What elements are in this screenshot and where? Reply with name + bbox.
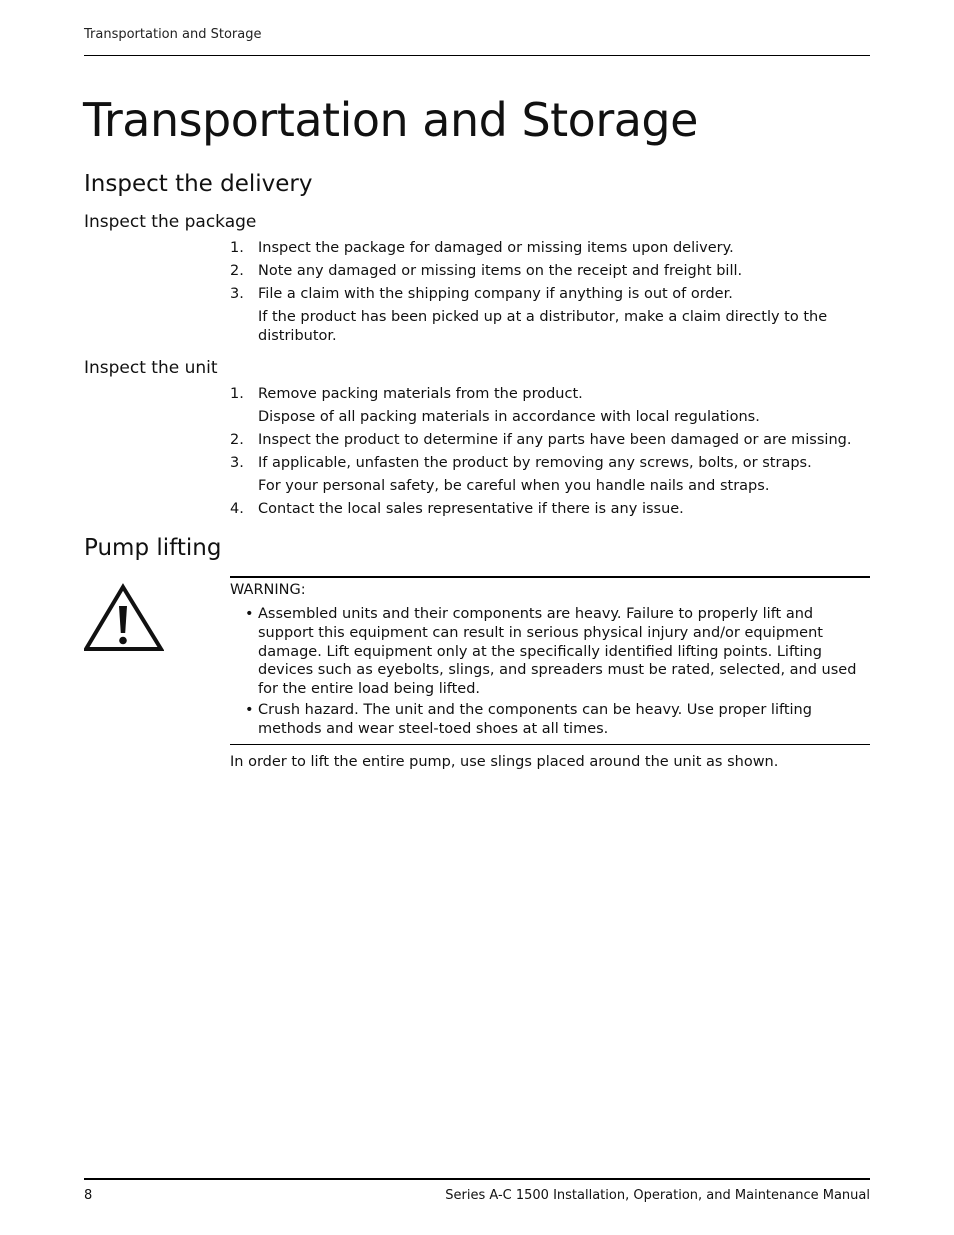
step-text: Note any damaged or missing items on the receipt and freight bill. (258, 263, 743, 279)
step-number: 2. (230, 263, 244, 279)
unit-steps-list (230, 385, 870, 519)
list-item (230, 605, 870, 699)
step-number: 3. (230, 455, 244, 471)
bullet-glyph: • (245, 606, 254, 622)
body-paragraph: In order to lift the entire pump, use slings placed around the unit as shown. (230, 754, 779, 770)
list-item (230, 239, 870, 258)
page-title: Transportation and Storage (83, 93, 698, 147)
warning-text: Assembled units and their components are heavy. Failure to properly lift and support this equipment can result in serious physical injury and/or equipment damage. Lift equipment only at the specifically identified lifting points. Lifting devices such as eyebolts, slings, and spreaders must be rated, selected, and used for the entire load being lifted. (258, 606, 857, 698)
step-note: Dispose of all packing materials in accordance with local regulations. (258, 409, 760, 425)
step-note: If the product has been picked up at a distributor, make a claim directly to the distributor. (258, 309, 828, 344)
step-text: Inspect the product to determine if any parts have been damaged or are missing. (258, 432, 852, 448)
subheading-inspect-package: Inspect the package (84, 212, 257, 232)
package-steps-list (230, 239, 870, 346)
warning-bottom-rule (230, 744, 870, 745)
list-item (230, 431, 870, 450)
step-note: For your personal safety, be careful when you handle nails and straps. (258, 478, 770, 494)
step-number: 3. (230, 286, 244, 302)
step-text: File a claim with the shipping company if anything is out of order. (258, 286, 733, 302)
list-item (230, 385, 870, 404)
step-text: Inspect the package for damaged or missing items upon delivery. (258, 240, 734, 256)
list-item (230, 500, 870, 519)
warning-top-rule (230, 576, 870, 578)
header-rule (84, 55, 870, 56)
subheading-inspect-unit: Inspect the unit (84, 358, 218, 378)
step-text: Contact the local sales representative if there is any issue. (258, 501, 684, 517)
warning-triangle-icon (84, 583, 164, 653)
list-item (230, 285, 870, 304)
bullet-glyph: • (245, 701, 254, 718)
step-text: Remove packing materials from the product. (258, 386, 583, 402)
list-item (230, 454, 870, 473)
warning-text: Crush hazard. The unit and the components can be heavy. Use proper lifting methods and wear steel-toed shoes at all times. (258, 701, 812, 737)
list-item (230, 262, 870, 281)
list-item (230, 701, 870, 739)
warning-label: WARNING: (230, 582, 306, 598)
footer-manual-title: Series A-C 1500 Installation, Operation, and Maintenance Manual (445, 1188, 870, 1203)
footer-rule (84, 1178, 870, 1180)
page-number: 8 (84, 1188, 93, 1203)
step-number: 1. (230, 240, 244, 256)
warning-bullets (230, 605, 870, 741)
step-number: 4. (230, 501, 244, 517)
running-header: Transportation and Storage (84, 27, 262, 42)
step-number: 1. (230, 386, 244, 402)
section-heading-pump-lifting: Pump lifting (84, 535, 222, 561)
section-heading-inspect-delivery: Inspect the delivery (84, 171, 313, 197)
step-text: If applicable, unfasten the product by removing any screws, bolts, or straps. (258, 455, 812, 471)
step-number: 2. (230, 432, 244, 448)
